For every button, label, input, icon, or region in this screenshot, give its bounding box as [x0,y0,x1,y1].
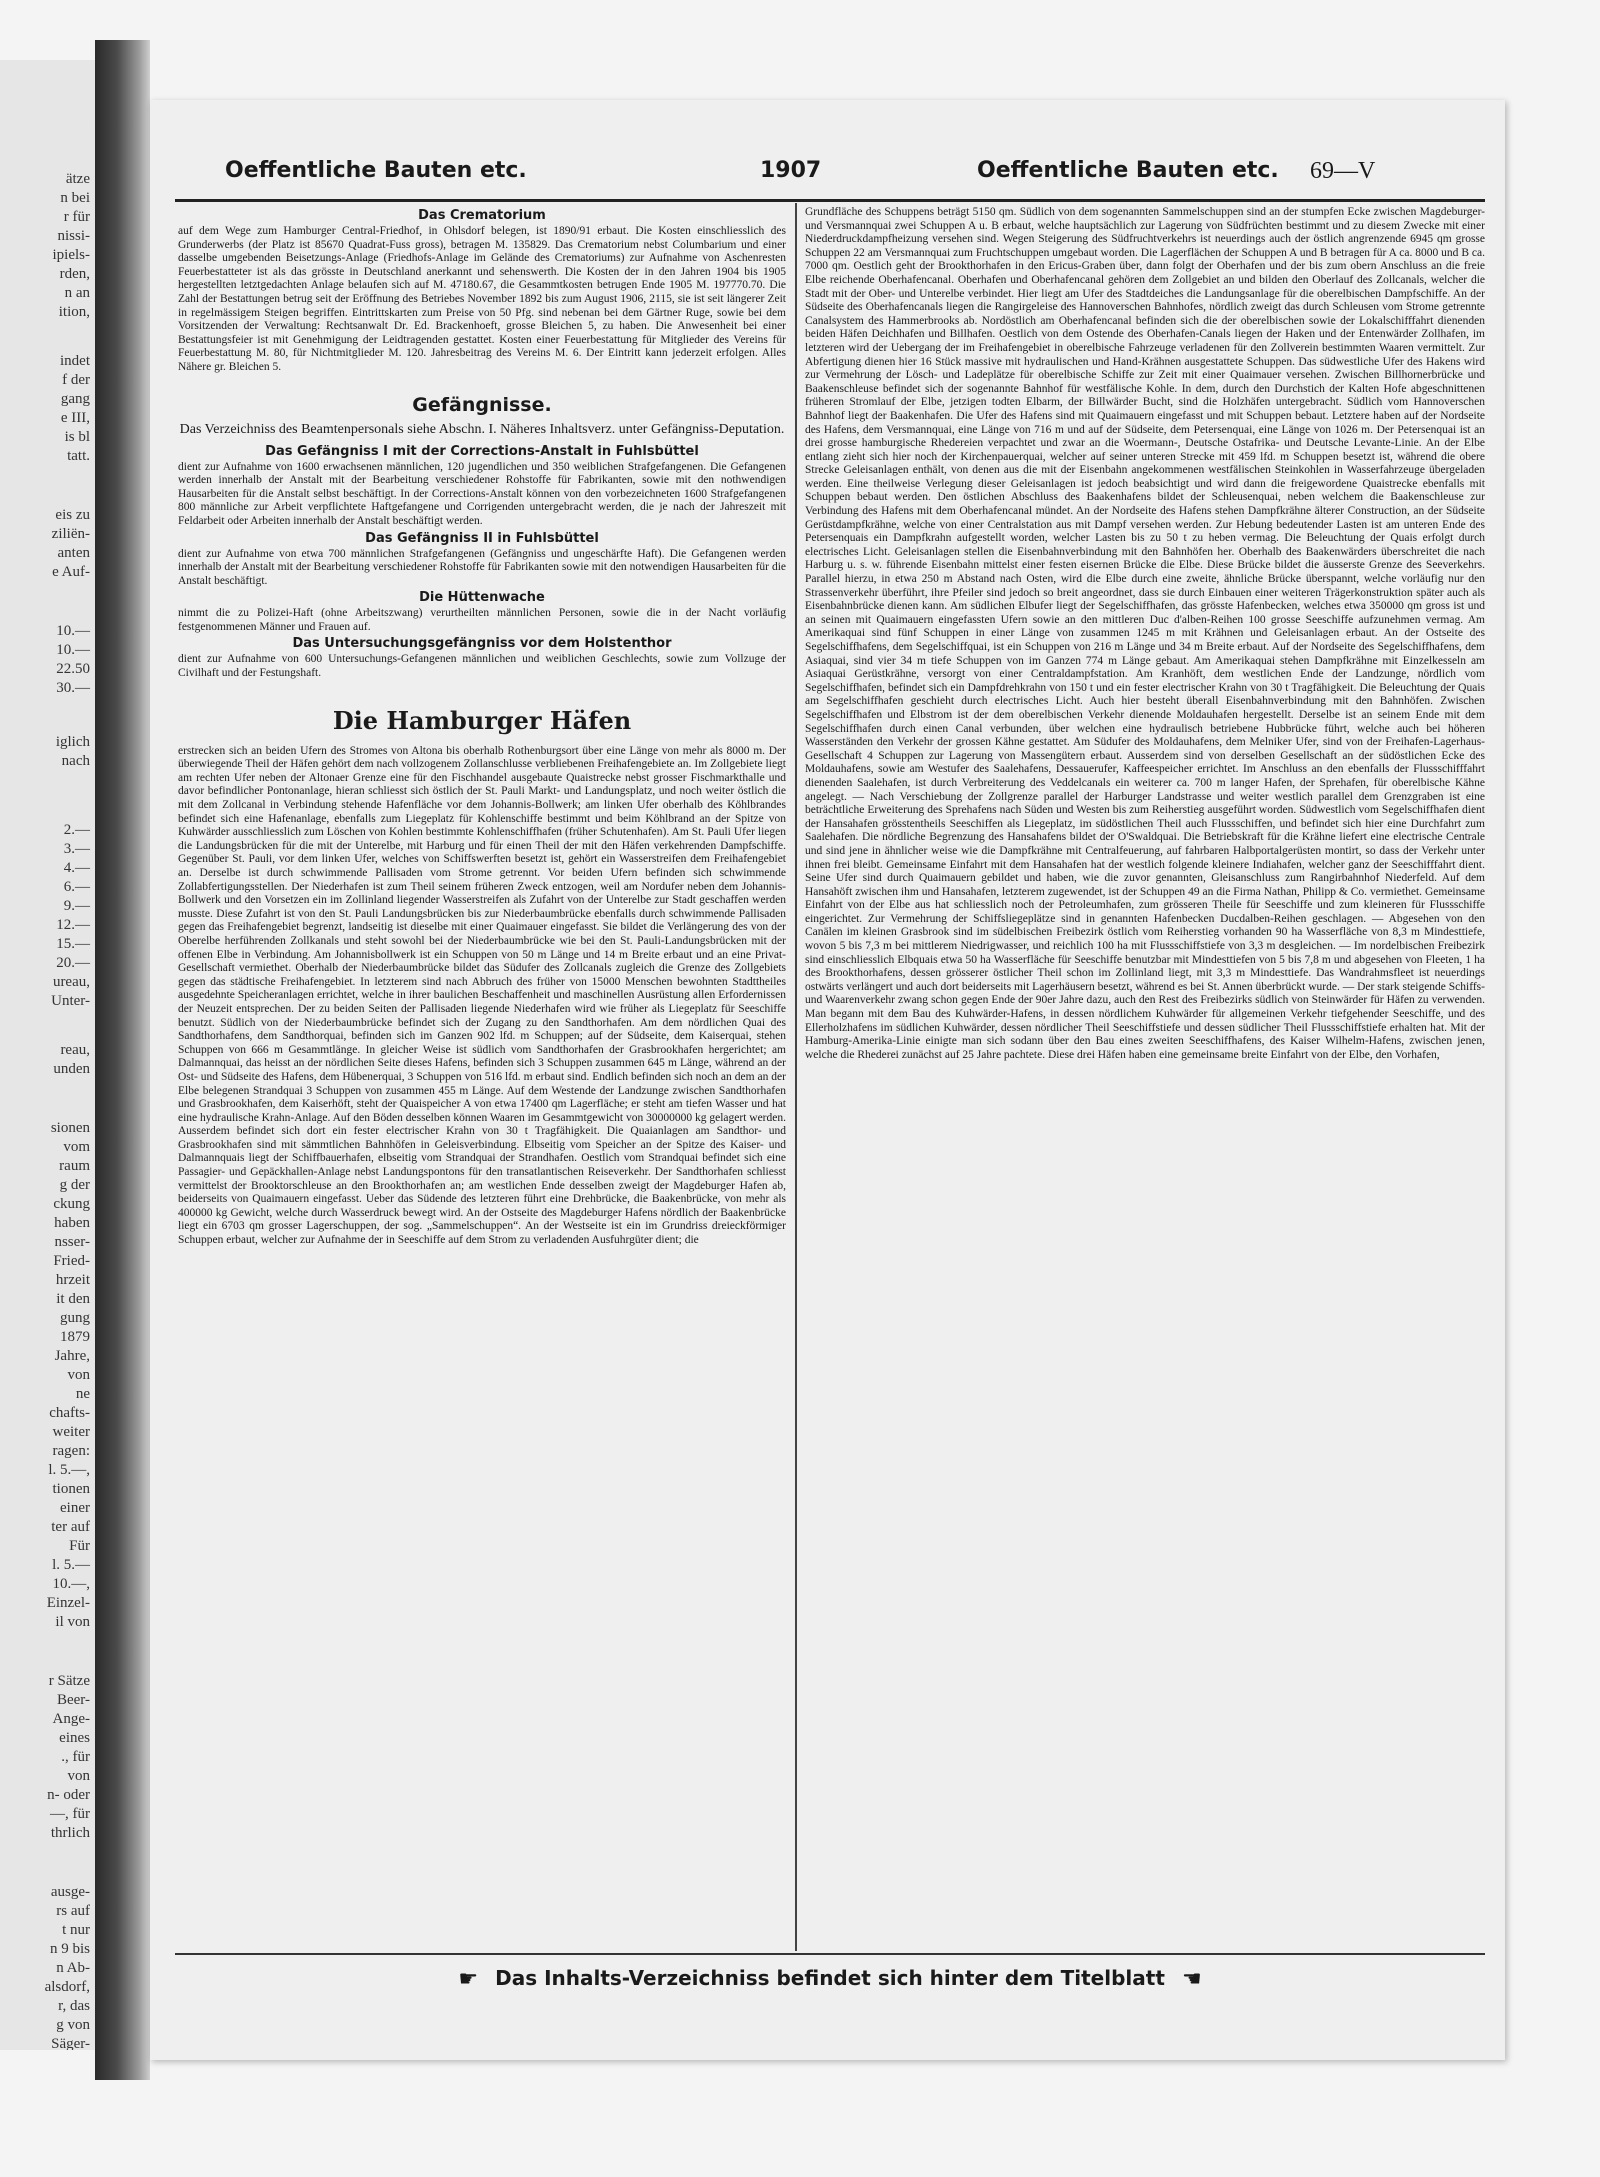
crematorium-text: auf dem Wege zum Hamburger Central-Friedhof, in Ohlsdorf belegen, ist 1890/91 erbaut. Die Kosten einschliesslich des Grunderwerbs (der Platz ist 85670 Quadrat-Fuss gross), betragen M. 135829. Das Crematorium nebst Columbarium und einer dasselbe umgebenden Beisetzungs-Anlage (Friedhofs-Anlage im Gelände des Crematoriums) zur Aufnahme von Aschenresten Feuerbestatteter ist als das grösste in Deutschland anerkannt und sehenswerth. Die Kosten der in den Jahren 1904 bis 1905 hergestellten letztgedachten Anlage belaufen sich auf M. 47180.67, die Gesammtkosten betrugen Ende 1905 M. 197770.70. Die Zahl der Bestattungen betrug seit der Eröffnung des Betriebes November 1892 bis zum August 1906, 2115, sie ist seit längerer Zeit in regelmässigem Steigen begriffen. Eintrittskarten zum Preise von 50 Pfg. sind nebenan bei dem Gärtner Ruge, sowie bei dem Vorsitzenden der Verwaltung: Rechtsanwalt Dr. Ed. Brackenhoeft, grosse Bleichen 5, zu haben. Die Anwesenheit bei einer Bestattungsfeier ist mit Genehmigung der Leidtragenden gestattet. Kosten einer Feuerbestattung für Mitglieder des Vereins für Feuerbestattung M. 80, für Nichtmitglieder M. 120. Jahresbeitrag des Vereins M. 6. Der Eintritt kann jederzeit erfolgen. Alles Nähere gr. Bleichen 5. [178,225,786,373]
facing-page-text-fragment: nissi- [57,228,90,244]
pointing-hand-right-icon: ☛ [458,1966,479,1992]
facing-page-text-fragment: haben [54,1215,90,1231]
running-head-right: Oeffentliche Bauten etc. [977,158,1279,183]
facing-page-text-fragment: iglich [55,734,90,750]
facing-page-text-fragment: thrlich [50,1825,90,1841]
harbours-text: erstrecken sich an beiden Ufern des Stromes von Altona bis oberhalb Rothenburgsort über eine Länge von mehr als 8000 m. Der überwiegende Theil der Häfen gehört dem nach vollzogenem Zollanschlusse verbliebenen Freihafengebiete an. Im Zollgebiete liegt am rechten Ufer neben der Altonaer Grenze eine für den Fischhandel ausgebaute Quaistrecke nebst grosser Fischmarkthalle und davor befindlicher Pontonanlage, hieran schliesst sich östlich der St. Pauli Markt- und Landungsplatz, und noch weiter östlich die mit dem Zollcanal in Verbindung stehende Hafenfläche vor dem Johannis-Bollwerk; am linken Ufer oberhalb des Köhlbrandes befindet sich eine Hafenanlage, ebenfalls zum Liegeplatz für Kohlenschiffe bestimmt und beim Köhlbrand an der Spitze von Kuhwärder ausschliesslich zum Löschen von Kohlen bestimmte Kohlenschiffhafen (früher Schutenhafen). Am St. Pauli Ufer liegen die Landungsbrücken für die mit der Unterelbe, mit Harburg und für einen Theil der mit den Häfen verkehrenden Dampfschiffe. Gegenüber St. Pauli, vor dem linken Ufer, welches von Schiffswerften besetzt ist, gehört ein Wasserstreifen dem Freihafengebiet an. Derselbe ist durch schwimmende Pallisaden vom Strome getrennt. Vor beiden Ufern befinden sich schwimmende Zollabfertigungsstellen. Der Niederhafen ist zum Theil seinem früheren Zweck entzogen, weil am Nordufer neben dem Johannis-Bollwerk und den Vorsetzen ein im Zollinland liegender Wasserstreifen als Zufahrt von der Unterelbe zur Stadt geschaffen werden musste. Diese Zufahrt ist von den St. Pauli Landungsbrücken bis zur Niederbaumbrücke ebenfalls durch schwimmende Pallisaden gegen das Freihafengebiet begrenzt, landseitig ist dieselbe mit einer Quaimauer eingefasst. Sie bildet die Verlängerung des von der Oberelbe herführenden Zollkanals und steht sowohl bei der Niederbaumbrücke wie bei den St. Pauli-Landungsbrücken mit der offenen Elbe in Verbindung. Am Johannisbollwerk ist ein Schuppen von 50 m Länge und 14 m Breite erbaut und an eine Privat-Gesellschaft vermiethet. Oberhalb der Niederbaumbrücke bildet das Südufer des Zollcanals zugleich die Grenze des Zollgebiets gegen das städtische Freihafengebiet. In letzterem sind nach Abbruch des früher von 15000 Menschen bewohnten Stadttheiles ausgedehnte Speicheranlagen errichtet, welche in ihrer baulichen Beschaffenheit und maschinellen Ausrüstung allen Erfordernissen der Neuzeit entsprechen. Der zu beiden Seiten der Pallisaden liegende Niederhafen wird wie früher als Liegeplatz für Seeschiffe benutzt. Südlich von der Niederbaumbrücke befindet sich der Zugang zu den Sandthorhafen. Am dem nördlichen Quai des Sandthorhafens, dem Sandthorquai, befinden sich im Ganzen 902 lfd. m Schuppen; auf der Südseite, dem Kaiserquai, stehen Schuppen von 666 m Gesammtlänge. In gleicher Weise ist südlich vom Sandthorhafen der Grasbrookhafen hergerichtet; am Dalmannquai, das heisst an der nördlichen Seite dieses Hafens, befinden sich 3 Schuppen zusammen 645 m Länge, während an der Ost- und Südseite des Hafens, dem Hübenerquai, 3 Schuppen von 516 lfd. m erbaut sind. Endlich befinden sich noch an dem an der Elbe belegenen Strandquai 3 Schuppen von zusammen 455 m Länge. Auf dem Westende der Landzunge zwischen Sandthorhafen und Grasbrookhafen, dem Kaiserhöft, steht der Quaispeicher A von etwa 17400 qm Lagerfläche; er steht am tiefen Wasser und hat eine hydraulische Krahn-Anlage. Auf den Böden desselben können Waaren im Gesammtgewicht von 30000000 kg gelagert werden. Ausserdem befindet sich dort ein fester electrischer Krahn von 30 t Tragfähigkeit. Die Quaianlagen am Sandthor- und Grasbrookhafen sind mit sämmtlichen Bahnhöfen in Geleisverbindung. Elbseitig vom Speicher an der Spitze des Kaiser- und Dalmannquais liegt der Schiffbauerhafen, elbseitig vom Strandquai der Strandhafen. Oestlich vom Strandquai befindet sich eine Passagier- und Gepäckhallen-Anlage nebst Landungspontons für den transatlantischen Reiseverkehr. Der Sandthorhafen schliesst vermittelst der Brooktorschleuse an den Brookthorhafen an; am westlichen Ende desselben zweigt der Magdeburger Hafen ab, beiderseits von Quaimauern eingefasst. Ueber das Südende des letzteren führt eine Drehbrücke, die Baakenbrücke, von mehr als 400000 kg Gewicht, welche durch Wasserdruck bewegt wird. An der Ostseite des Magdeburger Hafens nördlich der Baakenbrücke liegt ein 6703 qm grosser Lagerschuppen, der sog. „Sammelschuppen“. An der Westseite ist ein im Grundriss dreieckförmiger Schuppen erbaut, welcher zur Aufnahme der in Seeschiffe auf dem Strom zu verladenden Ausfuhrgüter dient; die [178,744,786,1247]
footer-rule [175,1953,1485,1955]
facing-page-text-fragment: is bl [64,429,90,445]
running-head-left: Oeffentliche Bauten etc. [225,158,527,183]
facing-page-text-fragment: n- oder [47,1787,90,1803]
facing-page-text-fragment: r Sätze [48,1673,90,1689]
facing-page-text-fragment: vom [63,1139,90,1155]
facing-page-text-fragment: ipiels- [52,247,90,263]
facing-page-text-fragment: tatt. [67,448,90,464]
facing-page-text-fragment: Fried- [53,1253,90,1269]
facing-page-text-fragment: 6.— [63,879,90,895]
prisons-heading: Gefängnisse. [412,393,552,416]
facing-page-text-fragment: 10.—, [52,1576,90,1592]
right-column [805,206,1485,1951]
facing-page-text-fragment: n an [64,285,90,301]
facing-page-text-fragment: 22.50 [56,661,90,677]
facing-page-text-fragment: tionen [52,1481,90,1497]
facing-page-text-fragment: t nur [62,1922,90,1938]
facing-page-text-fragment: n 9 bis [49,1941,90,1957]
facing-page-text-fragment: ziliën- [51,526,90,542]
facing-page-text-fragment: reau, [60,1042,90,1058]
facing-page-text-fragment: 4.— [63,860,90,876]
facing-page-text-fragment: ne [75,1386,90,1402]
facing-page-text-fragment: f der [62,372,90,388]
harbours-text-continued: Grundfläche des Schuppens beträgt 5150 qm. Südlich von dem sogenannten Sammelschuppen sind an der stumpfen Ecke zwischen Magdeburger- und Versmannquai zwei Schuppen A u. B erbaut, welche hauptsächlich zur Lagerung von Südfrüchten bestimmt und zu diesem Zwecke mit einer Niederdruckdampfheizung versehen sind. Wegen Steigerung des Südfruchtverkehrs ist neuerdings auch der östlich angrenzende 6945 qm grosse Schuppen 22 am Versmannquai zum Fruchtschuppen umgebaut worden. Die Lagerflächen der Schuppen A und B betragen für A ca. 8000 und B ca. 7000 qm. Oestlich geht der Brookthorhafen in den Ericus-Graben über, dann folgt der Oberhafen und der bis zum obern Anschluss an die freie Elbe reichende Oberhafencanal. Oberhafen und Oberhafencanal gehören dem Zollgebiet an und bilden den Oberlauf des Zollcanals, welcher die Stadt mit der Ober- und Unterelbe verbindet. Hier liegt am Ufer des Stadtdeiches die Landungsanlage für die oberelbischen Dampfschiffe. An der Südseite des Oberhafencanals liegen die Rangirgeleise des Hannoverschen Bahnhofes, nördlich zweigt das durch Schleusen vom Strome getrennte Canalsystem des Hammerbrooks ab. Nordöstlich am Oberhafencanal befinden sich die der oberelbischen sowie der Lokalschifffahrt dienenden beiden Häfen Deichhafen und Billhafen. Oestlich von dem Ostende des Oberhafen-Canals liegen der Haken und der Entenwärder Zollhafen, im letzteren wird der Uebergang der im Freihafengebiet in oberelbische Fahrzeuge verladenen für den Zollverein bestimmten Waaren vermittelt. Zur Abfertigung dienen hier 16 Stück massive mit hydraulischen und Hand-Krähnen ausgestattete Schuppen. Das südwestliche Ufer des Hakens wird zur Vermehrung der Lösch- und Ladeplätze für oberelbische Schiffe zur Zeit mit einer Quaimauer versehen. Zwischen Billhornerbrücke und Baakenschleuse befindet sich der sogenannte Bahnhof für westfälische Kohle. In dem, durch den Durchstich der Kalten Hofe abgeschnittenen früheren Stromlauf der Elbe, jetzigen todten Elbarm, der Billwärder Bucht, sind die Holzhäfen untergebracht. Südlich vom Hannoverschen Bahnhof liegt der Baakenhafen. Die Ufer des Hafens sind mit Quaimauern eingefasst und mit Schuppen bebaut. Letztere haben auf der Nordseite des Hafens, dem Versmannquai, eine Länge von 716 m und auf der Südseite, dem Petersenquai, eine Länge von 1026 m. Der Petersenquai ist an drei grosse hamburgische Rhedereien verpachtet und zwar an die Woermann-, Deutsche Ostafrika- und Deutsche Levante-Linie. An der Elbe entlang zieht sich hier noch der Kirchenpauerquai, welcher auf seiner unteren Strecke mit 459 lfd. m Schuppen besetzt ist, während die obere Strecke Geleisanlagen enthält, von denen aus die mit der Eisenbahn angekommenen westfälischen Steinkohlen in Wasserfahrzeuge übergeladen werden. Eine theilweise Verlegung dieser Geleisanlagen ist jedoch beabsichtigt und wird dann die freigewordene Quaistrecke ebenfalls mit Schuppen bebaut werden. Den östlichen Abschluss des Baakenhafens bildet der Schleusenquai, neben welchem die Baakenschleuse zur Verbindung des Hafens mit dem Oberhafencanal mündet. An der Nordseite des Hafens stehen Dampfkrähne älterer Construction, an der Südseite Gerüstdampfkrähne, welche von einer Centralstation aus mit Dampf versehen werden. Zur Hebung bedeutender Lasten ist am unteren Ende des Petersenquais ein Dampfkrahn aufgestellt worden, welcher Lasten bis zu 50 t zu heben vermag. Die Beleuchtung der Quais erfolgt durch electrisches Licht. Geleisanlagen stellen die Eisenbahnverbindung mit den Bahnhöfen her. Oberhalb des Baakenwärders überschreitet die nach Harburg u. s. w. führende Eisenbahn mittelst einer festen eisernen Brücke die Elbe. Diese Brücke bildet die äusserste Grenze des Seeverkehrs. Parallel hierzu, in etwa 250 m Abstand nach Osten, wird die Elbe durch eine zweite, ähnliche Brücke überspannt, welche vorläufig nur den Strassenverkehr überführt, ihre Pfeiler sind jedoch so breit angeordnet, dass sie durch Einbauen einer weiteren Trägerkonstruktion später auch als Eisenbahnbrücke dienen kann. Am südlichen Elbufer liegt der Segelschiffhafen, das grösste Hafenbecken, welches etwa 350000 qm gross ist und an seinen mit Quaimauern eingefassten Ufern sowie an den mittleren Duc d'alben-Reihen 100 grosse Seeschiffe aufzunehmen vermag. Am Amerikaquai sind fünf Schuppen in einer Länge von zusammen 1245 m mit Krähnen und Geleisanlagen erbaut. An der Ostseite des Segelschiffhafens, dem Segelschiffquai, ist ein Schuppen von 216 m Länge und 34 m Breite erbaut. Auf der Nordseite des Segelschiffhafens, dem Asiaquai, sind vier 34 m tiefe Schuppen von im Ganzen 774 m Länge gebaut. Am Amerikaquai stehen Dampfkrähne mit Einzelkesseln am Asiaquai Gerüstkrähne, versorgt von einer Centraldampfstation. Am Kranhöft, dem westlichen Ende der Landzunge, nördlich vom Segelschiffhafen, befindet sich ein Dampfdrehkrahn von 150 t und ein fester electrischer Krahn von 30 t Tragfähigkeit. Die Beleuchtung der Quais am Segelschiffhafen geschieht durch electrisches Licht. Auch hier besteht überall Eisenbahnverbindung mit den Bahnhöfen. Zwischen Segelschiffhafen und Elbstrom ist der dem oberelbischen Verkehr dienende Moldauhafen hergestellt. Derselbe ist an seinem Ende mit dem Segelschiffhafen durch einen Canal verbunden, über welchen eine hydraulisch betriebene Hubbrücke führt, welche auch bei höheren Wasserständen den Verkehr der grossen Kähne gestattet. Am Südufer des Moldauhafens, dem Melniker Ufer, sind von der Freihafen-Lagerhaus-Gesellschaft 4 Schuppen zur Lagerung von Massengütern erbaut. Ausserdem sind von derselben Gesellschaft an der südöstlichen Ecke des Moldauhafens, sowie am Westufer des Saalehafens, Dessauerufer, Kaffeespeicher errichtet. Im Anschluss an den ebenfalls der Flussschifffahrt dienenden Saalehafen, ist durch Verbreiterung des Veddelcanals ein weiterer ca. 700 m langer Hafen, der Sprehafen, für oberelbische Kähne angelegt. — Nach Verschiebung der Zollgrenze parallel der Harburger Landstrasse und weiter westlich parallel dem Grenzgraben ist eine beträchtliche Erweiterung des Sprehafens nach Süden und Westen bis zum Reiherstieg ausgeführt worden. Südwestlich vom Segelschiffhafen dient der Hansahafen grösstentheils Seeschiffen als Liegeplatz, im südöstlichen Theil auch Flussschiffen, und befindet sich hier eine Durchfahrt zum Saalehafen. Die nördliche Begrenzung des Hansahafens bildet der O'Swaldquai. Die Betriebskraft für die Krähne liefert eine electrische Centrale und sind jene in ähnlicher weise wie die Dampfkrähne mit Centralfeuerung, auf fahrbaren Halbportalgerüsten montirt, so dass der Verkehr unter ihnen frei bleibt. Gemeinsame Einfahrt mit dem Hansahafen hat der westlich folgende kleinere Indiahafen, welcher ganz der Seeschifffahrt dient. Seine Ufer sind durch Quaimauern gebildet und haben, wie die zuvor genannten, Gleisanschluss zum Rangirbahnhof Niederfeld. Auf dem Hansahöft zwischen ihm und Hansahafen, letzterem zugewendet, ist der Schuppen 49 an die Firma Nathan, Philipp & Co. vermiethet. Gemeinsame Einfahrt von der Elbe aus hat schliesslich noch der Petroleumhafen, zum grösseren Theile für Seeschiffe und zum kleineren für Flussschiffe eingerichtet. Zur Vermehrung der Schiffsliegeplätze sind in genannten Hafenbecken Ducdalben-Reihen geschlagen. — Abgesehen von den Canälen im kleinen Grasbrook sind im südelbischen Freibezirk östlich vom Reiherstieg vorhanden 90 ha Wasserfläche von 8,3 m Mindesttiefe, wovon 5 bis 7,3 m bei mittlerem Niedrigwasser, und reichlich 100 ha mit Flussschiffstiefe von 3,3 m desgleichen. — Im nordelbischen Freibezirk sind einschliesslich Elbquais etwa 50 ha Wasserfläche für Seeschiffe benutzbar mit Mindesttiefen von 5 bis 7,8 m und abgesehen von Fleeten, 1 ha des Brookthorhafens, dessen grösserer östlicher Theil schon im Zollinland liegt, mit 3,3 m Mindesttiefe. Das Wandrahmsfleet ist neuerdings ostwärts verlängert und auch dort beiderseits mit Lagerhäusern besetzt, während es bei St. Annen überbrückt wurde. — Der stark steigende Schiffs- und Waarenverkehr zwang schon gegen Ende der 90er Jahre dazu, auch den Rest des Freibezirks südlich von Steinwärder für Häfen zu verwenden. Man begann mit dem Bau des Kuhwärder-Hafens, in dessen nördlichem Kuhwärder für allgemeinen Verkehr tiefgehender Seeschiffe, und des Ellerholzhafens im südlichen Kuhwärder, dessen nördlicher Theil Seeschiffstiefe und dessen südlicher Theil Flussschiffstiefe erhalten hat. Mit der Hamburg-Amerika-Linie einigte man sich sodann über den Bau eines zweiten Seeschiffhafens, des Kaiser Wilhelm-Hafens, zwischen jenen, welche die Rhederei zunächst auf 25 Jahre pachtete. Diese drei Häfen haben eine gemeinsame breite Einfahrt von der Elbe, den Vorhafen, [805,206,1485,1061]
facing-page-text-fragment: unden [53,1061,90,1077]
facing-page-text-fragment: Für [69,1538,90,1554]
facing-page-text-fragment: 2.— [63,822,90,838]
facing-page-text-fragment: n bei [60,190,90,206]
holstentor-prison-heading: Das Untersuchungsgefängniss vor dem Holstenthor [292,636,672,652]
prison1-text: dient zur Aufnahme von 1600 erwachsenen männlichen, 120 jugendlichen und 350 weiblichen Strafgefangenen. Die Gefangenen werden innerhalb der Anstalt mit der Bearbeitung verschiedener Rohstoffe für Fabrikanten, sowie mit den nothwendigen Hausarbeiten für die Anstalt selbst beschäftigt. In der Corrections-Anstalt können von den vorbezeichneten 1600 Strafgefangenen 800 männliche zur Arbeit verpflichtete Haftgefangene und Corrigenden untergebracht werden, die je nach der Jahreszeit mit Feldarbeit oder Arbeiten innerhalb der Anstalt beschäftigt werden. [178,460,786,527]
facing-page-text-fragment: sionen [50,1120,90,1136]
facing-page-text-fragment: Ange- [52,1711,90,1727]
facing-page-text-fragment: rden, [59,266,90,282]
facing-page-text-fragment: 20.— [56,955,90,971]
facing-page-text-fragment: von [67,1768,90,1784]
facing-page-text-fragment: ragen: [52,1443,90,1459]
facing-page-text-fragment: Unter- [51,993,90,1009]
facing-page-text-fragment: eis zu [55,507,90,523]
huettenwache-text: nimmt die zu Polizei-Haft (ohne Arbeitszwang) verurtheilten männlichen Personen, sowie die in der Nacht vorläufig festgenommenen Männer und Frauen auf. [178,607,786,633]
facing-page-text-fragment: 10.— [56,642,90,658]
facing-page-text-fragment: —, für [50,1806,90,1822]
prisons-note: Das Verzeichniss des Beamtenpersonals siehe Abschn. I. Näheres Inhaltsverz. unter Gefängniss-Deputation. [179,421,785,437]
footer-notice [175,1960,1485,1996]
facing-page-text-fragment: ätze [65,171,90,187]
harbours-heading: Die Hamburger Häfen [332,705,632,735]
facing-page-text-fragment: r für [63,209,90,225]
facing-page-text-fragment: eines [59,1730,90,1746]
facing-page-text-fragment: r, das [58,1998,90,2014]
prison2-text: dient zur Aufnahme von etwa 700 männlichen Strafgefangenen (Gefängniss und ungeschärfte Haft). Die Gefangenen werden innerhalb der Anstalt mit der Bearbeitung verschiedener Rohstoffe für Fabrikanten sowie mit den notwendigen Hausarbeiten für die Anstalt beschäftigt. [178,547,786,587]
facing-page-text-fragment: 9.— [63,898,90,914]
facing-page-text-fragment: e Auf- [52,564,90,580]
facing-page-text-fragment: 30.— [56,680,90,696]
header-rule [175,199,1485,202]
facing-page-text-fragment: indet [60,353,90,369]
book-gutter [95,40,150,2080]
left-column [178,206,786,1951]
facing-page-text-fragment: l. 5.— [52,1557,90,1573]
holstentor-prison-text: dient zur Aufnahme von 600 Untersuchungs-Gefangenen männlichen und weiblichen Geschlechts, sowie zum Vollzuge der Civilhaft und der Festungshaft. [178,653,786,680]
facing-page-text-fragment: ter auf [51,1519,90,1535]
running-head-year: 1907 [760,158,822,183]
facing-page-text-fragment: gang [60,391,90,407]
facing-page-text-fragment: ition, [58,304,90,320]
facing-page-text-fragment: ureau, [52,974,90,990]
facing-page-text-fragment: hrzeit [55,1272,90,1288]
facing-page-text-fragment: 1879 [60,1329,90,1345]
facing-page-text-fragment: chafts- [49,1405,90,1421]
pointing-hand-left-icon: ☛ [1181,1966,1202,1992]
facing-page-text-fragment: weiter [52,1424,90,1440]
facing-page-text-fragment: 10.— [56,623,90,639]
facing-page-fragment [0,60,95,2050]
prison1-heading: Das Gefängniss I mit der Corrections-Anstalt in Fuhlsbüttel [265,443,699,459]
facing-page-text-fragment: raum [59,1158,90,1174]
facing-page-text-fragment: gung [60,1310,90,1326]
facing-page-text-fragment: n Ab- [56,1960,90,1976]
footer-text: Das Inhalts-Verzeichniss befindet sich hinter dem Titelblatt [495,1966,1165,1990]
huettenwache-heading: Die Hüttenwache [419,590,545,606]
page-number: 69—V [1310,158,1376,184]
facing-page-text-fragment: l. 5.—, [48,1462,90,1478]
facing-page-text-fragment: nach [61,753,90,769]
crematorium-heading: Das Crematorium [418,208,546,223]
facing-page-text-fragment: rs auf [56,1903,90,1919]
facing-page-text-fragment: il von [55,1614,90,1630]
facing-page-text-fragment: g von [56,2017,90,2033]
facing-page-text-fragment: e III, [60,410,90,426]
facing-page-text-fragment: alsdorf, [44,1979,90,1995]
facing-page-text-fragment: nsser- [54,1234,90,1250]
facing-page-text-fragment: ausge- [50,1884,90,1900]
facing-page-text-fragment: von [67,1367,90,1383]
facing-page-text-fragment: 15.— [56,936,90,952]
facing-page-text-fragment: Einzel- [46,1595,90,1611]
prison2-heading: Das Gefängniss II in Fuhlsbüttel [365,530,599,546]
facing-page-text-fragment: 3.— [63,841,90,857]
running-head [180,158,1490,192]
facing-page-text-fragment: anten [57,545,90,561]
facing-page-text-fragment: 12.— [56,917,90,933]
facing-page-text-fragment: einer [60,1500,90,1516]
facing-page-text-fragment: it den [56,1291,90,1307]
column-rule [795,203,797,1951]
facing-page-text-fragment: ckung [53,1196,90,1212]
facing-page-text-fragment: ., für [61,1749,90,1765]
facing-page-text-fragment: g der [59,1177,90,1193]
facing-page-text-fragment: Jahre, [54,1348,90,1364]
facing-page-text-fragment: Beer- [56,1692,90,1708]
facing-page-text-fragment: Säger- [51,2036,90,2050]
